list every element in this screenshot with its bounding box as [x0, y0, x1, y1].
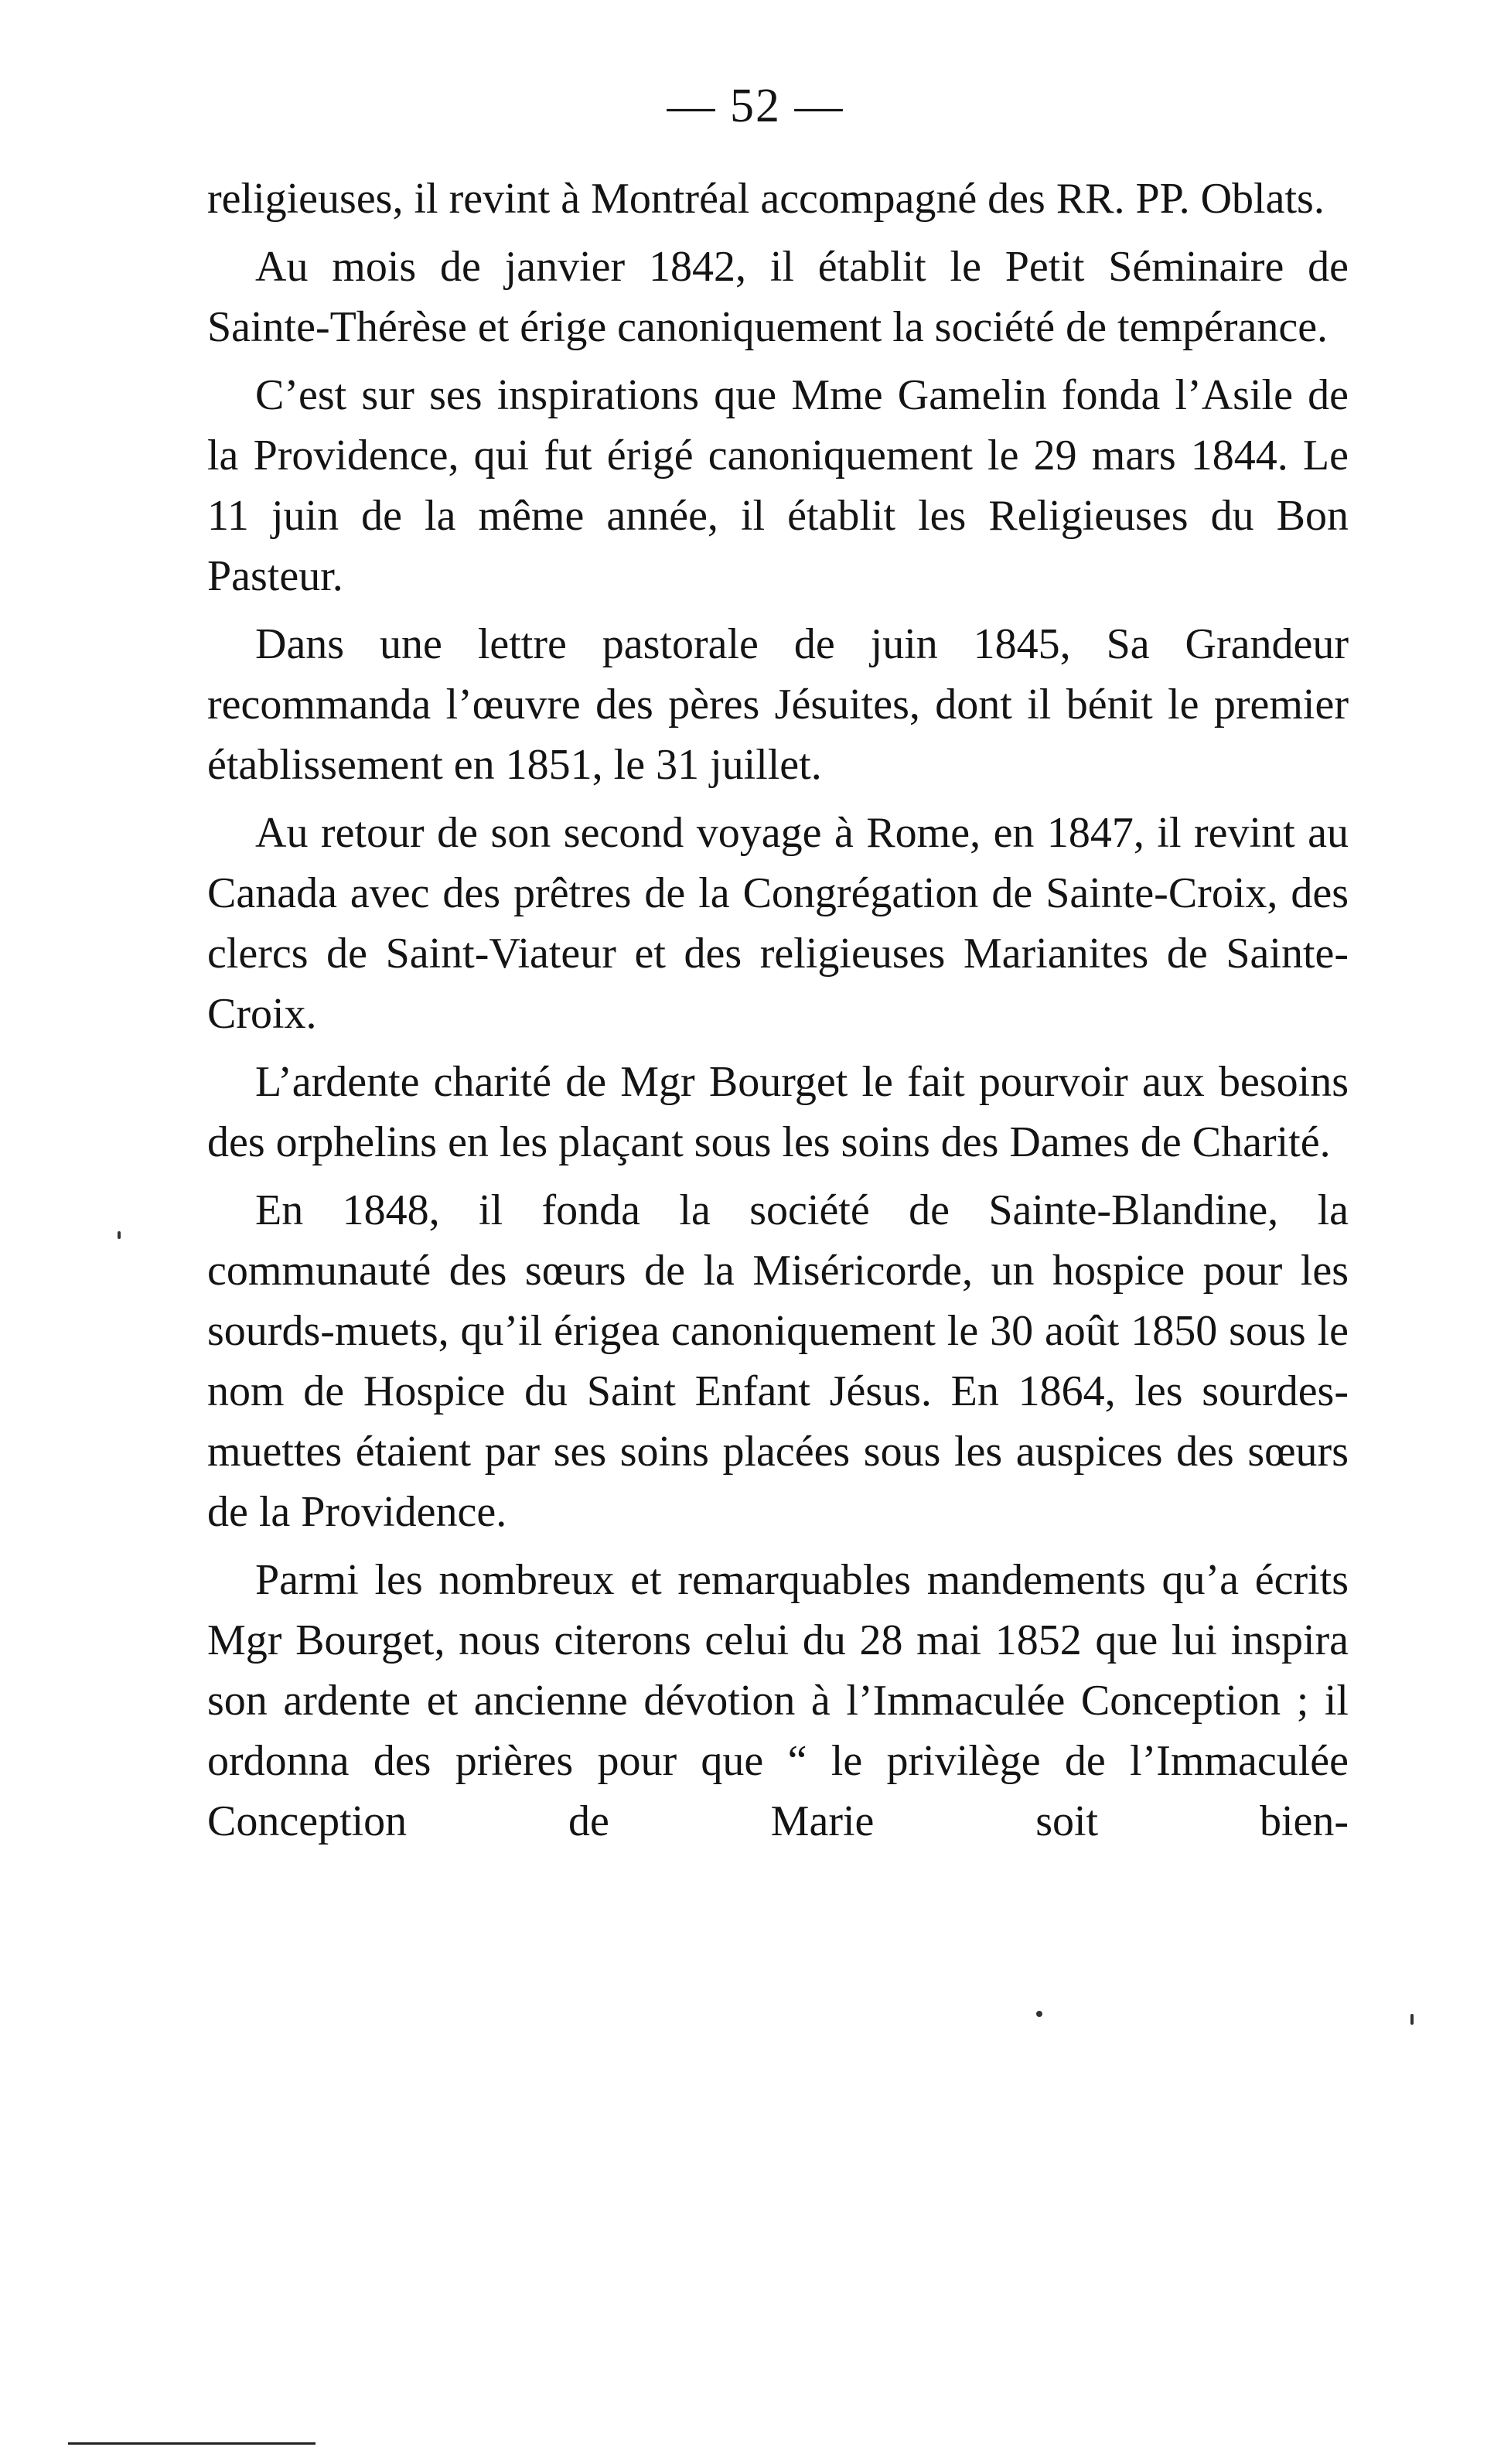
paragraph-petit-seminaire: Au mois de janvier 1842, il établit le Petit Séminaire de Sainte-Thérèse et érige canoniquement la société de tempérance.	[207, 243, 1349, 351]
paragraph-continuation: religieuses, il revint à Montréal accompagné des RR. PP. Oblats.	[207, 175, 1325, 223]
paragraph-mandements: Parmi les nombreux et remarquables mandements qu’a écrits Mgr Bourget, nous citerons celui du 28 mai 1852 que lui inspira son ardente et ancienne dévotion à l’Immaculée Conception ; il ordonna des prières pour que “ le privilège de l’Immaculée Conception de Marie soit bien-	[207, 1556, 1349, 1845]
scan-speck	[118, 1231, 121, 1239]
footer-rule	[68, 2442, 316, 2445]
paragraph-jesuites: Dans une lettre pastorale de juin 1845, Sa Grandeur recommanda l’œuvre des pères Jésuites, dont il bénit le premier établissement en 1851, le 31 juillet.	[207, 620, 1349, 789]
scan-speck	[1410, 2014, 1414, 2025]
page-body	[207, 169, 1349, 1859]
scan-speck	[1036, 2011, 1042, 2017]
paragraph-asile-providence: C’est sur ses inspirations que Mme Gamelin fonda l’Asile de la Providence, qui fut érigé canoniquement le 29 mars 1844. Le 11 juin de la même année, il établit les Religieuses du Bon Pasteur.	[207, 371, 1349, 600]
paragraph-sainte-blandine: En 1848, il fonda la société de Sainte-Blandine, la communauté des sœurs de la Miséricorde, un hospice pour les sourds-muets, qu’il érigea canoniquement le 30 août 1850 sous le nom de Hospice du Saint Enfant Jésus. En 1864, les sourdes-muettes étaient par ses soins placées sous les auspices des sœurs de la Providence.	[207, 1186, 1349, 1536]
paragraph-voyage-rome: Au retour de son second voyage à Rome, en 1847, il revint au Canada avec des prêtres de la Congrégation de Sainte-Croix, des clercs de Saint-Viateur et des religieuses Marianites de Sainte-Croix.	[207, 809, 1349, 1038]
page-number: — 52 —	[667, 80, 844, 132]
paragraph-charite: L’ardente charité de Mgr Bourget le fait pourvoir aux besoins des orphelins en les plaçant sous les soins des Dames de Charité.	[207, 1058, 1349, 1166]
